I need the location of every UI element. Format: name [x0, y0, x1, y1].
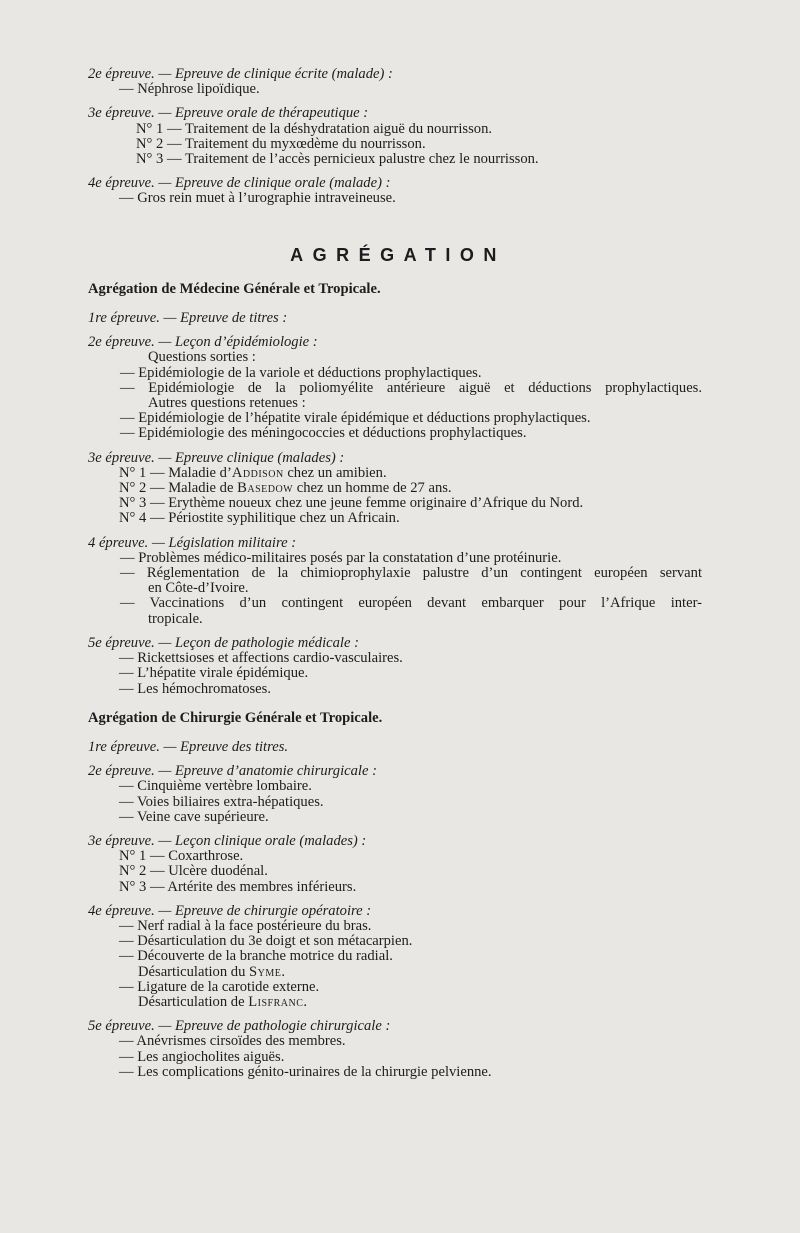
entry-line: N° 2 — Ulcère duodénal.: [119, 863, 268, 880]
entry-line: — Vaccinations d’un contingent européen devant embarquer pour l’Afrique inter-: [120, 595, 702, 612]
entry-line: — Anévrismes cirsoïdes des membres.: [119, 1033, 346, 1050]
subsection-title-medecine: Agrégation de Médecine Générale et Tropicale.: [88, 280, 381, 297]
entry-line: — Découverte de la branche motrice du radial.: [119, 948, 393, 965]
line-text: .: [303, 993, 308, 1010]
entry-heading: 2e épreuve. — Leçon d’épidémiologie :: [88, 334, 318, 351]
entry-line: — Epidémiologie des méningococcies et déductions prophylactiques.: [120, 425, 527, 442]
med-epreuve-5: [88, 636, 702, 697]
entry-line: — Epidémiologie de l’hépatite virale épidémique et déductions prophylactiques.: [120, 410, 591, 427]
chir-epreuve-4: [88, 904, 702, 1010]
entry-line: — Epidémiologie de la poliomyélite antérieure aiguë et déductions prophylactiques.: [120, 379, 702, 396]
entry-heading: 4e épreuve. — Epreuve de clinique orale (malade) :: [88, 175, 391, 192]
entry-line: [88, 466, 702, 481]
entry-heading: 3e épreuve. — Epreuve orale de thérapeutique :: [88, 105, 369, 122]
entry-line: — Voies biliaires extra-hépatiques.: [119, 793, 324, 810]
proper-name: Addison: [231, 464, 284, 481]
entry-line: N° 1 — Traitement de la déshydratation aiguë du nourrisson.: [136, 120, 493, 137]
med-epreuve-1: [88, 311, 702, 326]
section-title: AGRÉGATION: [290, 244, 506, 265]
entry-heading: 5e épreuve. — Epreuve de pathologie chirurgicale :: [88, 1018, 391, 1035]
line-text: .: [281, 963, 286, 980]
entry-line: N° 1 — Coxarthrose.: [119, 848, 244, 865]
entry-line: — Epidémiologie de la variole et déductions prophylactiques.: [120, 364, 482, 381]
entry-line: — Désarticulation du 3e doigt et son métacarpien.: [119, 933, 413, 950]
chir-epreuve-3: [88, 834, 702, 895]
line-text: chez un homme de 27 ans.: [293, 480, 452, 497]
line-text: Désarticulation du: [138, 963, 250, 980]
entry-line: — Ligature de la carotide externe.: [119, 978, 320, 995]
entry-line: — Rickettsioses et affections cardio-vasculaires.: [119, 650, 403, 667]
med-epreuve-4: [88, 536, 702, 627]
entry-line: N° 3 — Traitement de l’accès pernicieux palustre chez le nourrisson.: [136, 151, 539, 168]
entry-line: Autres questions retenues :: [148, 395, 306, 412]
entry-line: — Les hémochromatoses.: [119, 680, 271, 697]
entry-heading: 4 épreuve. — Législation militaire :: [88, 534, 297, 551]
entry-line: — L’hépatite virale épidémique.: [119, 665, 309, 682]
entry-line: N° 4 — Périostite syphilitique chez un Africain.: [119, 510, 400, 527]
entry-line: N° 2 — Traitement du myxœdème du nourrisson.: [136, 135, 426, 152]
entry-line: tropicale.: [148, 610, 203, 627]
entry-line: — Réglementation de la chimioprophylaxie palustre d’un contingent européen servant: [120, 565, 702, 582]
chir-epreuve-5: [88, 1019, 702, 1080]
entry-heading: 2e épreuve. — Epreuve d’anatomie chirurgicale :: [88, 763, 377, 780]
entry-heading: 4e épreuve. — Epreuve de chirurgie opératoire :: [88, 902, 372, 919]
entry-line: — Gros rein muet à l’urographie intraveineuse.: [119, 190, 396, 207]
entry-line: en Côte-d’Ivoire.: [148, 580, 249, 597]
line-text: N° 2 — Maladie de: [119, 480, 238, 497]
entry-line: [88, 965, 702, 980]
top-entry-3: [88, 106, 702, 167]
proper-name: Basedow: [237, 480, 294, 497]
entry-line: — Les complications génito-urinaires de la chirurgie pelvienne.: [119, 1063, 492, 1080]
entry-heading: 5e épreuve. — Leçon de pathologie médicale :: [88, 634, 359, 651]
entry-heading: 1re épreuve. — Epreuve des titres.: [88, 738, 289, 755]
top-entry-2: [88, 67, 702, 97]
entry-heading: 3e épreuve. — Epreuve clinique (malades) :: [88, 449, 345, 466]
entry-line: Questions sorties :: [148, 349, 256, 366]
entry-line: N° 3 — Artérite des membres inférieurs.: [119, 878, 357, 895]
entry-line: — Nerf radial à la face postérieure du bras.: [119, 917, 372, 934]
entry-line: — Les angiocholites aiguës.: [119, 1048, 285, 1065]
med-epreuve-3: [88, 451, 702, 527]
line-text: N° 1 — Maladie d’: [119, 464, 232, 481]
entry-line: [88, 481, 702, 496]
line-text: Désarticulation de: [138, 993, 249, 1010]
chir-epreuve-2: [88, 764, 702, 825]
entry-line: [88, 995, 702, 1010]
entry-line: — Problèmes médico-militaires posés par la constatation d’une protéinurie.: [120, 549, 562, 566]
proper-name: Syme: [249, 963, 282, 980]
chir-epreuve-1: [88, 740, 702, 755]
entry-line: — Cinquième vertèbre lombaire.: [119, 778, 312, 795]
entry-heading: 1re épreuve. — Epreuve de titres :: [88, 310, 288, 327]
entry-line: N° 3 — Erythème noueux chez une jeune femme originaire d’Afrique du Nord.: [119, 495, 584, 512]
entry-line: — Veine cave supérieure.: [119, 808, 269, 825]
page-text: [88, 67, 702, 1089]
top-entry-4: [88, 176, 702, 206]
proper-name: Lisfranc: [248, 993, 304, 1010]
line-text: chez un amibien.: [283, 464, 387, 481]
entry-line: — Néphrose lipoïdique.: [119, 81, 260, 98]
med-epreuve-2: [88, 335, 702, 441]
subsection-title-chirurgie: Agrégation de Chirurgie Générale et Tropicale.: [88, 709, 383, 726]
entry-heading: 3e épreuve. — Leçon clinique orale (malades) :: [88, 832, 367, 849]
entry-heading: 2e épreuve. — Epreuve de clinique écrite (malade) :: [88, 66, 393, 82]
